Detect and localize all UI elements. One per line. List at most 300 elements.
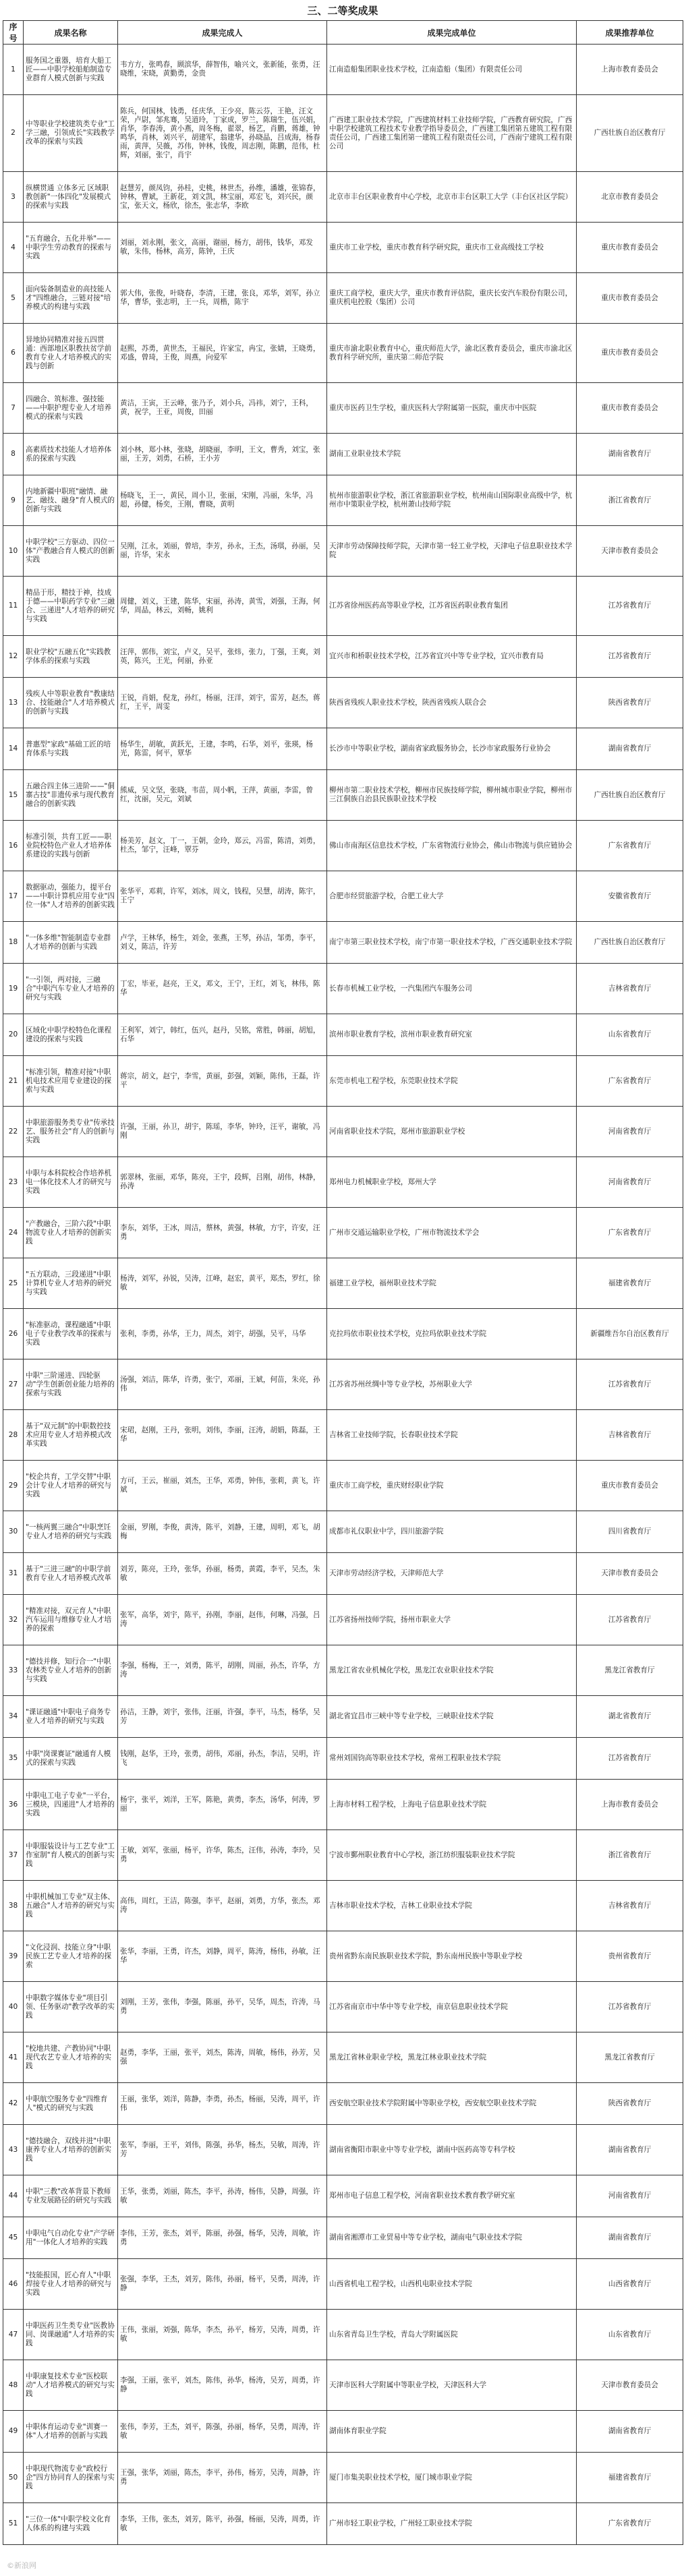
completing-unit: 湖南省湘潭市工业贸易中等专业学校，湖南电气职业技术学院	[327, 2217, 577, 2259]
completing-unit: 克拉玛依市职业技术学校，克拉玛依职业技术学院	[327, 1309, 577, 1359]
achievement-name: "一体多维"智能制造专业群人才培养的创新与实践	[24, 922, 118, 964]
achievement-name: "标准驱动，课程融通"中职电子专业教学改革的探索与实践	[24, 1309, 118, 1359]
table-row	[3, 1258, 683, 1309]
completing-unit: 吉林省工业技师学院，长春职业技术学院	[327, 1410, 577, 1461]
document-page	[3, 1, 683, 2573]
table-row	[3, 475, 683, 526]
row-index: 12	[3, 636, 24, 678]
achievement-name: 中职"三教"改革背景下教师专业发展路径的研究与实践	[24, 2175, 118, 2217]
row-index: 36	[3, 1780, 24, 1830]
completers: 刘丽，刘永刚，张文，高丽，谢丽，杨方，胡伟，钱华，邓发敏，朱伟，杨林，高芳，陈钟，王庆	[118, 223, 327, 273]
recommending-unit: 陕西省教育厅	[577, 678, 683, 728]
table-row	[3, 1982, 683, 2032]
table-row	[3, 770, 683, 821]
recommending-unit: 广西壮族自治区教育厅	[577, 770, 683, 821]
completers: 金丽，罗刚，李俊，黄涛，陈平，刘静，王建，周明，邓飞，胡梅	[118, 1511, 327, 1553]
achievement-name: 中职医药卫生类专业"医教协同、岗课融通"人才培养的实践	[24, 2310, 118, 2360]
row-index: 20	[3, 1014, 24, 1056]
completing-unit: 长春市机械工业学校，一汽集团汽车服务公司	[327, 964, 577, 1014]
table-row	[3, 964, 683, 1014]
recommending-unit: 上海市教育委员会	[577, 45, 683, 95]
table-row	[3, 1107, 683, 1157]
completers: 韦方方，张鸣春，顾滨华，薛智伟，喻兴文，张新能，张勇，汪晓维，宋晓，黄勤勇，金贵	[118, 45, 327, 95]
recommending-unit: 北京市教育委员会	[577, 172, 683, 223]
completers: 方可，王云，崔丽，刘杰，王华，邓勇，钟伟，张莉，黄飞，许斌	[118, 1461, 327, 1511]
achievement-name: 中职体育运动专业"训赛一体"人才培养的创新与实践	[24, 2411, 118, 2453]
recommending-unit: 天津市教育委员会	[577, 1553, 683, 1595]
recommending-unit: 天津市教育委员会	[577, 526, 683, 577]
completers: 周健，刘义，王建，陈华，宋丽，孙涛，黄雪，刘强，王海，何华，周晶，林云，刘畅，姚利	[118, 577, 327, 636]
completers: 张军，高华，刘宇，陈平，孙刚，李丽，赵伟，何琳，冯强，吕涛	[118, 1595, 327, 1645]
awards-table	[3, 20, 683, 2545]
completing-unit: 重庆市工商学校，重庆财经职业学院	[327, 1461, 577, 1511]
recommending-unit: 江苏省教育厅	[577, 1738, 683, 1780]
row-index: 8	[3, 434, 24, 475]
recommending-unit: 江苏省教育厅	[577, 1359, 683, 1410]
completing-unit: 吉林市职业技术学校，吉林工业职业技术学院	[327, 1881, 577, 1931]
achievement-name: "标准引领，精准对接"中职机电技术应用专业建设的探索与实践	[24, 1056, 118, 1107]
row-index: 16	[3, 821, 24, 871]
recommending-unit: 江苏省教育厅	[577, 577, 683, 636]
achievement-name: "一引领，两对接，三融合"中职汽车专业人才培养的研究与实践	[24, 964, 118, 1014]
row-index: 27	[3, 1359, 24, 1410]
recommending-unit: 浙江省教育厅	[577, 475, 683, 526]
table-row	[3, 1410, 683, 1461]
completing-unit: 福建工业学校，福州职业技术学院	[327, 1258, 577, 1309]
completing-unit: 天津市劳动保障技师学院，天津市第一轻工业学校，天津电子信息职业技术学院	[327, 526, 577, 577]
row-index: 18	[3, 922, 24, 964]
table-row	[3, 1645, 683, 1696]
completing-unit: 重庆市医药卫生学校，重庆医科大学附属第一医院，重庆市中医院	[327, 383, 577, 434]
completing-unit: 北京市丰台区职业教育中心学校，北京市丰台区职工大学（丰台区社区学院）	[327, 172, 577, 223]
achievement-name: 内地新疆中职班"融情、融艺、融技、融身"育人模式的创新与实践	[24, 475, 118, 526]
recommending-unit: 四川省教育厅	[577, 1511, 683, 1553]
achievement-name: "德技并修，知行合一"中职农林类专业人才培养的创新与实践	[24, 1645, 118, 1696]
completers: 许强，王丽，孙卫，胡宇，陈瑶，李华，钟玲，汪平，谢敏，冯刚	[118, 1107, 327, 1157]
completing-unit: 杭州市旅游职业学校，浙江省旅游职业学校，杭州南山国际职业高级中学，杭州市中策职业学校，杭州萧山技师学院	[327, 475, 577, 526]
completing-unit: 郑州市电子信息工程学校，河南省职业技术教育教学研究室	[327, 2175, 577, 2217]
recommending-unit: 江苏省教育厅	[577, 636, 683, 678]
recommending-unit: 吉林省教育厅	[577, 1881, 683, 1931]
row-index: 51	[3, 2503, 24, 2545]
row-index: 37	[3, 1830, 24, 1881]
achievement-name: 纵横贯通 立体多元 区域职教创新"一体四化"发展模式的探索与实践	[24, 172, 118, 223]
header-recommending-unit: 成果推荐单位	[577, 21, 683, 45]
completing-unit: 成都市礼仪职业中学，四川旅游学院	[327, 1511, 577, 1553]
table-row	[3, 922, 683, 964]
completing-unit: 山西省机电工程学校，山西机电职业技术学院	[327, 2259, 577, 2310]
achievement-name: 中职学校"三方驱动、四位一体"产教融合育人模式的创新实践	[24, 526, 118, 577]
completing-unit: 宜兴市和桥职业技术学校，江苏省宜兴中等专业学校，宜兴市教育局	[327, 636, 577, 678]
table-row	[3, 1157, 683, 1208]
row-index: 10	[3, 526, 24, 577]
achievement-name: 中职现代物流专业"政校行企"四方协同育人的探索与实践	[24, 2453, 118, 2503]
recommending-unit: 吉林省教育厅	[577, 964, 683, 1014]
recommending-unit: 河南省教育厅	[577, 1107, 683, 1157]
completing-unit: 广西建工职业技术学院，广西建筑材料工业技师学院，广西教育研究院，广西中职学校建筑工程技术专业教学指导委员会，广西建工集团第五建筑工程有限责任公司，广西建工集团第一建筑工程有限责任公司，广西南宁建筑工程有限公司	[327, 95, 577, 172]
achievement-name: "五方联动，三段递进"中职计算机专业人才培养的研究与实践	[24, 1258, 118, 1309]
achievement-name: 基于"三进三融"的中职学前教育专业人才培养模式改革	[24, 1553, 118, 1595]
recommending-unit: 山西省教育厅	[577, 2259, 683, 2310]
row-index: 39	[3, 1931, 24, 1982]
completing-unit: 南宁市第三职业技术学校，南宁市第一职业技术学校，广西交通职业技术学院	[327, 922, 577, 964]
achievement-name: 五融合四主体三进阶——"侗寨古技"非遗传承与现代教育融合的创新实践	[24, 770, 118, 821]
completing-unit: 西安航空职业技术学院附属中等职业学校，西安航空职业技术学院	[327, 2083, 577, 2125]
achievement-name: 中职"岗课赛证"融通育人模式的探索与实践	[24, 1738, 118, 1780]
recommending-unit: 浙江省教育厅	[577, 1830, 683, 1881]
completing-unit: 山东省青岛卫生学校，青岛大学附属医院	[327, 2310, 577, 2360]
recommending-unit: 上海市教育委员会	[577, 1780, 683, 1830]
row-index: 17	[3, 871, 24, 922]
table-row	[3, 1208, 683, 1258]
recommending-unit: 广东省教育厅	[577, 821, 683, 871]
row-index: 7	[3, 383, 24, 434]
table-row	[3, 2411, 683, 2453]
table-row	[3, 434, 683, 475]
recommending-unit: 河南省教育厅	[577, 1157, 683, 1208]
achievement-name: 异地协同精准对接五四贯通：西部地区职教扶贫学前教育专业人才培养模式的实践与创新	[24, 324, 118, 383]
row-index: 6	[3, 324, 24, 383]
recommending-unit: 重庆市教育委员会	[577, 273, 683, 324]
table-row	[3, 1931, 683, 1982]
table-row	[3, 2083, 683, 2125]
table-body	[3, 45, 683, 2545]
completing-unit: 东莞市机电工程学校，东莞职业技术学院	[327, 1056, 577, 1107]
table-row	[3, 324, 683, 383]
table-row	[3, 2125, 683, 2175]
achievement-name: 中等职业学校建筑类专业"工学三融，引领成长"实践教学改革的探索与实践	[24, 95, 118, 172]
completers: 郭大伟，张俊，叶晓春，李清，王建，张良，邓华，刘军，孙立华，曹华，张志明，王一兵，周楷，陈宇	[118, 273, 327, 324]
achievement-name: 精品于形，精技于神，技成于德——中职药学专业"三融合、三递进"人才培养的研究与实践	[24, 577, 118, 636]
table-row	[3, 636, 683, 678]
achievement-name: 普惠型"家政"基础工匠的培育体系与实践	[24, 728, 118, 770]
completers: 李强，王丽，张平，刘杰，陈伟，孙华，杨涛，吴芳，周勇，许静	[118, 2360, 327, 2411]
table-row	[3, 2360, 683, 2411]
header-achievement-name: 成果名称	[24, 21, 118, 45]
achievement-name: "德技融合，双线并进"中职康养专业人才培养的创新实践	[24, 2125, 118, 2175]
completers: 张强，李华，王杰，刘芳，陈伟，孙丽，杨平，吴勇，周涛，许静	[118, 2259, 327, 2310]
achievement-name: 中职旅游服务类专业"传承技艺、服务社会"育人的创新与实践	[24, 1107, 118, 1157]
header-completing-unit: 成果完成单位	[327, 21, 577, 45]
table-row	[3, 1014, 683, 1056]
achievement-name: "一核两翼三融合"中职烹饪专业人才培养的研究与实践	[24, 1511, 118, 1553]
recommending-unit: 黑龙江省教育厅	[577, 1645, 683, 1696]
achievement-name: 面向装备制造业的高技能人才"四维融合，三链对接"培养模式的构建与实践	[24, 273, 118, 324]
achievement-name: 四融合、筑标准、强技能——中职护理专业人才培养模式的探索与实践	[24, 383, 118, 434]
row-index: 43	[3, 2125, 24, 2175]
row-index: 34	[3, 1696, 24, 1738]
row-index: 25	[3, 1258, 24, 1309]
completers: 孙洁，王静，刘宇，张伟，汪丽，许强，李平，马杰，杨华，吴芳	[118, 1696, 327, 1738]
completing-unit: 江南造船集团职业技术学校，江南造船（集团）有限责任公司	[327, 45, 577, 95]
completers: 王利军，刘宁，韩红，伍兴，赵丹，吴铭，常胜，韩丽，胡旭，石华	[118, 1014, 327, 1056]
table-row	[3, 1696, 683, 1738]
achievement-name: 中职电气自动化专业"产学研用"一体化人才培养的实践	[24, 2217, 118, 2259]
row-index: 29	[3, 1461, 24, 1511]
achievement-name: 基于"双元制"的中职数控技术应用专业人才培养模式改革实践	[24, 1410, 118, 1461]
completers: 刘小林，郑小林，张晓，胡晓丽，李明，王文，曹秀，刘宝，张丽，王芳，刘勇，石桥，王小芳	[118, 434, 327, 475]
row-index: 21	[3, 1056, 24, 1107]
completing-unit: 天津市医科大学附属中等职业学校，天津医科大学	[327, 2360, 577, 2411]
recommending-unit: 天津市教育委员会	[577, 2360, 683, 2411]
achievement-name: "课证融通"中职电子商务专业人才培养的研究与实践	[24, 1696, 118, 1738]
achievement-name: 中职数字媒体专业"项目引领、任务驱动"教学改革的实践	[24, 1982, 118, 2032]
row-index: 31	[3, 1553, 24, 1595]
recommending-unit: 陕西省教育厅	[577, 2083, 683, 2125]
table-row	[3, 1511, 683, 1553]
recommending-unit: 湖南省教育厅	[577, 2411, 683, 2453]
recommending-unit: 黑龙江省教育厅	[577, 2032, 683, 2083]
row-index: 44	[3, 2175, 24, 2217]
table-row	[3, 383, 683, 434]
achievement-name: "五育融合，五化并举"——中职学生劳动教育的探索与实践	[24, 223, 118, 273]
completers: 钱刚，赵华，王玲，张勇，胡伟，邓丽，孙杰，李洁，吴明，许飞	[118, 1738, 327, 1780]
recommending-unit: 重庆市教育委员会	[577, 383, 683, 434]
row-index: 5	[3, 273, 24, 324]
recommending-unit: 广东省教育厅	[577, 1208, 683, 1258]
table-row	[3, 1595, 683, 1645]
achievement-name: "文化浸润、技能立身"中职民族工艺专业人才培养的探索	[24, 1931, 118, 1982]
recommending-unit: 广西壮族自治区教育厅	[577, 922, 683, 964]
completers: 李东，刘华，王冰，周洁，蔡林，黄强，林敏，方宇，许安，汪勇	[118, 1208, 327, 1258]
recommending-unit: 山东省教育厅	[577, 2310, 683, 2360]
completers: 张利，李勇，孙华，王力，周杰，刘宇，胡强，吴平，马华	[118, 1309, 327, 1359]
completing-unit: 重庆市渝北职业教育中心，重庆师范大学，渝北区教育委员会，重庆市渝北区教育科学研究所，重庆第二师范学院	[327, 324, 577, 383]
completers: 赵勇，李华，王丽，张平，刘杰，陈涛，周敏，杨伟，孙芳，吴强	[118, 2032, 327, 2083]
row-index: 41	[3, 2032, 24, 2083]
table-row	[3, 728, 683, 770]
table-row	[3, 2310, 683, 2360]
completers: 赵熙，苏勇，黄世杰，王福民，许家宝，冉宝，张婧，王晓勇，邓盛，曾琦，王俊，周燕，向爱军	[118, 324, 327, 383]
table-row	[3, 1881, 683, 1931]
row-index: 9	[3, 475, 24, 526]
completing-unit: 黑龙江省农业机械化学校，黑龙江农业职业技术学院	[327, 1645, 577, 1696]
achievement-name: "精准对接，双元育人"中职汽车运用与维修专业人才培养的探索	[24, 1595, 118, 1645]
table-row	[3, 2032, 683, 2083]
recommending-unit: 湖南省教育厅	[577, 2125, 683, 2175]
row-index: 23	[3, 1157, 24, 1208]
achievement-name: 中职航空服务专业"四维育人"模式的研究与实践	[24, 2083, 118, 2125]
row-index: 14	[3, 728, 24, 770]
achievement-name: "技能报国，匠心育人"中职焊接专业人才培养的研究与实践	[24, 2259, 118, 2310]
completing-unit: 天津市劳动经济学校，天津师范大学	[327, 1553, 577, 1595]
table-row	[3, 273, 683, 324]
completers: 吴刚，江永，刘丽，曾培，李芳，孙永，王杰，汤琪，孙丽，吴丽，许华，宋永	[118, 526, 327, 577]
completing-unit: 宁波市鄞州职业教育中心学校，浙江纺织服装职业技术学院	[327, 1830, 577, 1881]
recommending-unit: 广西壮族自治区教育厅	[577, 95, 683, 172]
completing-unit: 陕西省残疾人职业技术学校，陕西省残疾人联合会	[327, 678, 577, 728]
completers: 赵慧芳，颜凤钧，孙桂，史桃，林世杰，孙维，潘雄，张锦春，钟林，曹斌，王新花，刘文凯，林宝丽，邓宏飞，刘兴民，颜宝，张天文，杨欣，徐杰，张志华，李欧	[118, 172, 327, 223]
completing-unit: 常州刘国钧高等职业技术学校，常州工程职业技术学院	[327, 1738, 577, 1780]
completing-unit: 滨州市职业教育学校，滨州市职业教育研究室	[327, 1014, 577, 1056]
row-index: 11	[3, 577, 24, 636]
recommending-unit: 河南省教育厅	[577, 2175, 683, 2217]
completers: 李强，杨梅，王一，刘勇，陈平，胡刚，周丽，孙杰，许华，方涛	[118, 1645, 327, 1696]
row-index: 22	[3, 1107, 24, 1157]
header-index: 序号	[3, 21, 24, 45]
recommending-unit: 广东省教育厅	[577, 1056, 683, 1107]
achievement-name: 中职与本科院校合作培养机电一体化技术人才的研究与实践	[24, 1157, 118, 1208]
completing-unit: 重庆市工业学校，重庆市教育科学研究院，重庆市工业高级技工学校	[327, 223, 577, 273]
recommending-unit: 吉林省教育厅	[577, 1410, 683, 1461]
table-row	[3, 2175, 683, 2217]
completing-unit: 上海市材料工程学校，上海电子信息职业技术学院	[327, 1780, 577, 1830]
completing-unit: 重庆工商学校，重庆大学，重庆市教育评估院，重庆长安汽车股份有限公司，重庆机电控股（集团）公司	[327, 273, 577, 324]
table-row	[3, 577, 683, 636]
achievement-name: 数据驱动，强能力，提平台——中职计算机应用专业"四位一体"人才培养的创新实践	[24, 871, 118, 922]
row-index: 26	[3, 1309, 24, 1359]
completing-unit: 江苏省南京市中华中等专业学校，南京信息职业技术学院	[327, 1982, 577, 2032]
row-index: 48	[3, 2360, 24, 2411]
completers: 王锐，肖娟，倪龙，孙红，杨丽，汪洋，刘宇，雷芳，赵杰，蒋红，王平，周雯	[118, 678, 327, 728]
completers: 杨美芳，赵文，丁一，王朝，金玲，郑云，冯雷，陈清，刘勇，杜杰，邹宁，汪峰，覃芬	[118, 821, 327, 871]
completers: 杨宇，张平，刘洋，王军，陈艳，黄勇，李杰，汤华，何涛，罗丽	[118, 1780, 327, 1830]
row-index: 49	[3, 2411, 24, 2453]
completers: 王强，张华，刘丽，陈杰，李平，孙伟，杨芳，吴涛，周静，许勇	[118, 2453, 327, 2503]
watermark: ©新浪网	[7, 2561, 36, 2570]
completing-unit: 贵州省黔东南民族职业技术学院，黔东南州民族中等职业学校	[327, 1931, 577, 1982]
completing-unit: 湖北省宜昌市三峡中等专业学校，三峡职业技术学院	[327, 1696, 577, 1738]
row-index: 4	[3, 223, 24, 273]
completers: 张华平，邓莉，许军，刘冰，周文，钱程，吴慧，胡涛，陈宇，王宁	[118, 871, 327, 922]
completing-unit: 佛山市南海区信息技术学校，广东省物流行业协会，佛山市物流与供应链协会	[327, 821, 577, 871]
table-row	[3, 678, 683, 728]
recommending-unit: 江苏省教育厅	[577, 1595, 683, 1645]
table-row	[3, 1553, 683, 1595]
completing-unit: 广州市交通运输职业学校，广州市物流技术学会	[327, 1208, 577, 1258]
completing-unit: 湖南省衡阳市职业中等专业学校，湖南中医药高等专科学校	[327, 2125, 577, 2175]
table-row	[3, 95, 683, 172]
row-index: 40	[3, 1982, 24, 2032]
row-index: 30	[3, 1511, 24, 1553]
achievement-name: 区域化中职学校特色化课程建设的探索与实践	[24, 1014, 118, 1056]
recommending-unit: 贵州省教育厅	[577, 1931, 683, 1982]
page-title: 三、二等奖成果	[307, 5, 378, 17]
achievement-name: 服务国之重器，培育大船工匠——中职学校船舶制造专业群育人模式创新与实践	[24, 45, 118, 95]
row-index: 1	[3, 45, 24, 95]
completers: 杨华生，胡敏，黄跃光，王建，李鸣，石华，刘平，张瑛，杨光，陈雷，何平，覃华	[118, 728, 327, 770]
table-row	[3, 2453, 683, 2503]
row-index: 24	[3, 1208, 24, 1258]
row-index: 35	[3, 1738, 24, 1780]
achievement-name: 残疾人中等职业教育"教康结合、技能融合"人才培养模式的创新与实践	[24, 678, 118, 728]
table-row	[3, 1780, 683, 1830]
achievement-name: 中职"三阶递进、四轮驱动"学生创新创业能力培养的探索与实践	[24, 1359, 118, 1410]
completers: 刘芳，陈亮，王玲，张华，孙丽，杨勇，黄霞，李平，吴杰，朱敏	[118, 1553, 327, 1595]
table-row	[3, 172, 683, 223]
completers: 王敏，刘军，张丽，杨平，许华，陈杰，汪伟，孙涛，李玲，吴勇	[118, 1830, 327, 1881]
completing-unit: 郑州电力机械职业学校，郑州大学	[327, 1157, 577, 1208]
completing-unit: 江苏省徐州医药高等职业学校，江苏省医药职业教育集团	[327, 577, 577, 636]
achievement-name: 中职服装设计与工艺专业"工作室制"育人模式的创新与实践	[24, 1830, 118, 1881]
table-row	[3, 871, 683, 922]
recommending-unit: 重庆市教育委员会	[577, 223, 683, 273]
achievement-name: "三位一体"中职学校文化育人体系的构建与实践	[24, 2503, 118, 2545]
completers: 汪萍，郭伟，刘宝，卢义，吴平，张炜，张力，丁强，王爽，刘英，陈兴，王光，何丽，孙亚	[118, 636, 327, 678]
completers: 杨涛，刘军，孙锐，吴涛，江峰，赵宏，黄平，郑杰，罗红，徐敏	[118, 1258, 327, 1309]
completers: 陈兵，何国林，钱勇，任庆华，王少亮，陈云芬，王艳，汪文荣，卢尉，邹兆骞，吴道玲，丁家成，罗兰，陈瑞生，伍兴娟，肖华，李春涛，黄小燕，周冬梅，翟翠，杨艺，肖鹏，蒋雄，钟鸣华，肖林，刘兴平，胡建军，翁建华，孙晓晶，吕成海，杨春雨，黄萍，吴薇，苏伟，钟林，钱俊，周志刚，陈鹏，范伟，杜辉，刘丽，张宁，肖宇	[118, 95, 327, 172]
row-index: 46	[3, 2259, 24, 2310]
completing-unit: 合肥市经贸旅游学校，合肥工业大学	[327, 871, 577, 922]
row-index: 19	[3, 964, 24, 1014]
header-completers: 成果完成人	[118, 21, 327, 45]
table-row	[3, 1309, 683, 1359]
completers: 高伟，周红，王洁，陈强，李平，赵丽，刘勇，方华，张杰，邓涛	[118, 1881, 327, 1931]
recommending-unit: 山东省教育厅	[577, 1014, 683, 1056]
table-row	[3, 526, 683, 577]
row-index: 50	[3, 2453, 24, 2503]
completing-unit: 湖南工业职业技术学院	[327, 434, 577, 475]
recommending-unit: 重庆市教育委员会	[577, 324, 683, 383]
recommending-unit: 江苏省教育厅	[577, 1982, 683, 2032]
completers: 张伟，李芳，王杰，刘平，陈强，孙丽，杨华，吴勇，周涛，许敏	[118, 2411, 327, 2453]
achievement-name: 中职电工电子专业"一平台，三模块，四递进"人才培养的实践	[24, 1780, 118, 1830]
recommending-unit: 重庆市教育委员会	[577, 1461, 683, 1511]
table-row	[3, 1461, 683, 1511]
completers: 王丽，张华，刘洋，陈静，李勇，孙杰，杨丽，吴涛，周平，许伟	[118, 2083, 327, 2125]
recommending-unit: 安徽省教育厅	[577, 871, 683, 922]
achievement-name: "校地共建、产教协同"中职现代农艺专业人才培养的实践	[24, 2032, 118, 2083]
recommending-unit: 湖南省教育厅	[577, 2217, 683, 2259]
row-index: 28	[3, 1410, 24, 1461]
completers: 王伟，张丽，刘强，陈华，李杰，孙平，杨芳，吴涛，周勇，许敏	[118, 2310, 327, 2360]
table-row	[3, 1056, 683, 1107]
table-row	[3, 223, 683, 273]
table-row	[3, 821, 683, 871]
completers: 刘刚，王芳，张伟，李强，陈丽，孙平，吴华，周杰，许涛，马勇	[118, 1982, 327, 2032]
row-index: 47	[3, 2310, 24, 2360]
completing-unit: 柳州市第二职业技术学校，柳州市民族技师学院，柳州城市职业学院，柳州市三江侗族自治县民族职业技术学校	[327, 770, 577, 821]
completers: 李华，王伟，张杰，刘芳，陈平，孙强，杨丽，吴涛，周勇，许敏	[118, 2503, 327, 2545]
achievement-name: 中职康复技术专业"医校联动"人才培养模式的研究与实践	[24, 2360, 118, 2411]
completing-unit: 广州市轻工职业学校，广州轻工职业技术学院	[327, 2503, 577, 2545]
achievement-name: 中职机械加工专业"双主体、五融合"人才培养的研究与实践	[24, 1881, 118, 1931]
completing-unit: 河南省职业技术学院，郑州市旅游职业学校	[327, 1107, 577, 1157]
completing-unit: 湖南体育职业学院	[327, 2411, 577, 2453]
recommending-unit: 福建省教育厅	[577, 2453, 683, 2503]
completers: 黄洁，王寅，王云峰，张乃予，刘小兵，冯祎，刘宁，王科，黄，祝学，王亚，周俊，田丽	[118, 383, 327, 434]
completing-unit: 厦门市集美职业技术学校，厦门城市职业学院	[327, 2453, 577, 2503]
completers: 汤强，刘洁，陈华，许勇，张宁，邓丽，王斌，何苗，朱亮，孙伟	[118, 1359, 327, 1410]
table-row	[3, 2259, 683, 2310]
achievement-name: 高素质技术技能人才培养体系的探索与实践	[24, 434, 118, 475]
row-index: 38	[3, 1881, 24, 1931]
completers: 杨晓飞，王一，黄民，周小卫，张丽，宋刚，冯丽，朱华，冯超，孙健，杨奕，王刚，曹晓，黄明	[118, 475, 327, 526]
row-index: 42	[3, 2083, 24, 2125]
achievement-name: "产教融合，三阶六段"中职物流专业人才培养的创新实践	[24, 1208, 118, 1258]
row-index: 15	[3, 770, 24, 821]
completers: 张军，李丽，王平，刘伟，陈强，孙华，杨杰，吴敏，周涛，许芳	[118, 2125, 327, 2175]
recommending-unit: 新疆维吾尔自治区教育厅	[577, 1309, 683, 1359]
table-row	[3, 1359, 683, 1410]
completing-unit: 江苏省苏州丝绸中等专业学校，苏州职业大学	[327, 1359, 577, 1410]
completing-unit: 长沙市中等职业学校，湖南省家政服务协会，长沙市家政服务行业协会	[327, 728, 577, 770]
completers: 李伟，王芳，张杰，刘平，陈丽，孙强，杨华，吴涛，周敏，许勇	[118, 2217, 327, 2259]
table-row	[3, 1830, 683, 1881]
recommending-unit: 湖南省教育厅	[577, 728, 683, 770]
completers: 宋珺，赵刚，王丹，张明，刘伟，李丽，汪涛，胡娟，陈磊，王华	[118, 1410, 327, 1461]
row-index: 13	[3, 678, 24, 728]
recommending-unit: 广东省教育厅	[577, 2503, 683, 2545]
table-row	[3, 45, 683, 95]
row-index: 32	[3, 1595, 24, 1645]
completers: 丁宏，毕亚，赵亮，王义，邓文，王宁，王红，刘飞，林伟，陈华	[118, 964, 327, 1014]
completing-unit: 江苏省扬州技师学院，扬州市职业大学	[327, 1595, 577, 1645]
recommending-unit: 湖北省教育厅	[577, 1696, 683, 1738]
recommending-unit: 福建省教育厅	[577, 1258, 683, 1309]
completers: 熊威，吴文坚，张晓，韦苗，周小帆，王萍，黄丽，李雷，曾红，沈丽，吴元，刘斌	[118, 770, 327, 821]
table-row	[3, 2217, 683, 2259]
